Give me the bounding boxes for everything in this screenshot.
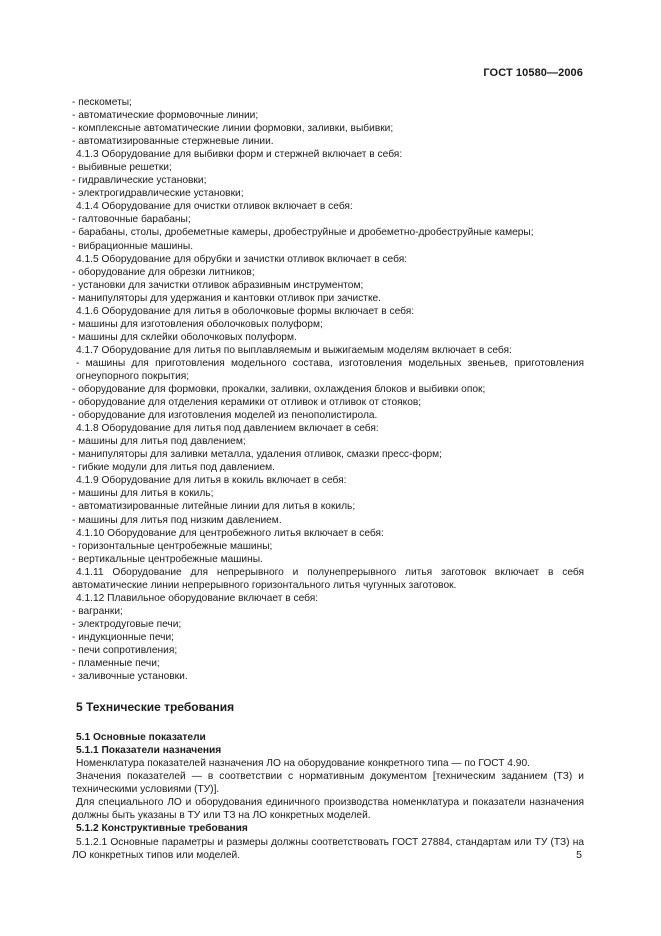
list-line: 4.1.9 Оборудование для литья в кокиль включает в себя: <box>76 475 347 487</box>
list-line: 4.1.4 Оборудование для очистки отливок включает в себя: <box>76 201 353 213</box>
equipment-list-a <box>72 96 584 357</box>
list-line: - машины для склейки оболочковых полуформ. <box>72 331 297 343</box>
list-line: 4.1.3 Оборудование для выбивки форм и стержней включает в себя: <box>76 149 403 161</box>
list-line: - вагранки; <box>72 605 123 617</box>
document-header-id: ГОСТ 10580—2006 <box>483 67 583 79</box>
list-line: 4.1.10 Оборудование для центробежного литья включает в себя: <box>76 527 384 539</box>
list-line: - автоматические формовочные линии; <box>72 110 259 122</box>
list-line: - автоматизированные стержневые линии. <box>72 136 274 148</box>
list-line: - оборудование для изготовления моделей из пенополистирола. <box>72 410 378 422</box>
list-line: - пескометы; <box>72 97 132 108</box>
list-line: - установки для зачистки отливок абразивным инструментом; <box>72 279 364 291</box>
list-line: - пламенные печи; <box>72 658 160 670</box>
section-5-heading: 5 Технические требования <box>76 700 235 715</box>
list-line: - вибрационные машины. <box>72 240 194 252</box>
list-line: 4.1.7 Оборудование для литья по выплавляемым и выжигаемым моделям включает в себя: <box>76 344 512 356</box>
page-number: 5 <box>576 849 582 861</box>
list-line: - вертикальные центробежные машины. <box>72 553 263 565</box>
list-line: - индукционные печи; <box>72 631 174 643</box>
list-line: - выбивные решетки; <box>72 162 172 174</box>
subsection-5-1-heading: 5.1 Основные показатели <box>76 732 206 744</box>
list-line: 4.1.6 Оборудование для литья в оболочковые формы включает в себя: <box>76 305 415 317</box>
equipment-list-c <box>72 592 584 683</box>
list-line: - автоматизированные литейные линии для литья в кокиль; <box>72 501 356 513</box>
list-line: - галтовочные барабаны; <box>72 214 191 226</box>
list-line: 4.1.8 Оборудование для литья под давлением включает в себя: <box>76 423 379 435</box>
paragraph-5-1-2-1: 5.1.2.1 Основные параметры и размеры должны соответствовать ГОСТ 27884, стандартам или ТУ (ТЗ) на ЛО конкретных типов или моделей. <box>72 836 584 861</box>
list-line: - гибкие модули для литья под давлением. <box>72 462 275 474</box>
equipment-list-b <box>72 383 584 566</box>
list-line: - оборудование для отделения керамики от отливок и отливок от стояков; <box>72 397 422 409</box>
list-line: - гидравлические установки; <box>72 175 207 187</box>
paragraph-5-1-1-c: Для специального ЛО и оборудования единичного производства номенклатура и показатели назначения должны быть указаны в ТУ или ТЗ на ЛО конкретных моделей. <box>72 797 584 822</box>
list-line: - машины для литья под низким давлением. <box>72 514 282 526</box>
list-line: - заливочные установки. <box>72 671 188 683</box>
paragraph-4-1-7-item: - машины для приготовления модельного состава, изготовления модельных звеньев, приготовления огнеупорного покрытия; <box>76 357 584 382</box>
list-line: - машины для изготовления оболочковых полуформ; <box>72 318 323 330</box>
paragraph-5-1-1-b: Значения показателей — в соответствии с нормативным документом [техническим заданием (ТЗ) и техническими условиями (ТУ)]. <box>72 771 584 796</box>
list-line: - электрогидравлические установки; <box>72 188 244 200</box>
paragraph-4-1-11: 4.1.11 Оборудование для непрерывного и полунепрерывного литья заготовок включает в себя автоматические линии непрерывного горизонтального литья чугунных заготовок. <box>72 566 584 591</box>
subsection-5-1-2-heading: 5.1.2 Конструктивные требования <box>76 823 248 835</box>
list-line: - барабаны, столы, дробеметные камеры, дробеструйные и дробеметно-дробеструйные камеры; <box>72 227 534 239</box>
subsection-5-1-1-heading: 5.1.1 Показатели назначения <box>76 745 222 757</box>
list-line: - горизонтальные центробежные машины; <box>72 540 273 552</box>
list-line: - оборудование для обрезки литников; <box>72 266 255 278</box>
list-line: - манипуляторы для заливки металла, удаления отливок, смазки пресс-форм; <box>72 449 442 461</box>
list-line: - оборудование для формовки, прокалки, заливки, охлаждения блоков и выбивки опок; <box>72 384 486 396</box>
list-line: - электродуговые печи; <box>72 618 182 630</box>
list-line: - манипуляторы для удержания и кантовки отливок при зачистке. <box>72 292 382 304</box>
paragraph-5-1-1-a: Номенклатура показателей назначения ЛО на оборудование конкретного типа — по ГОСТ 4.90. <box>76 758 530 770</box>
page-body <box>72 96 584 862</box>
list-line: - машины для литья под давлением; <box>72 436 246 448</box>
list-line: 4.1.5 Оборудование для обрубки и зачистки отливок включает в себя: <box>76 253 408 265</box>
list-line: 4.1.12 Плавильное оборудование включает в себя: <box>76 592 319 604</box>
list-line: - печи сопротивления; <box>72 644 178 656</box>
list-line: - машины для литья в кокиль; <box>72 488 214 500</box>
list-line: - комплексные автоматические линии формовки, заливки, выбивки; <box>72 123 394 135</box>
